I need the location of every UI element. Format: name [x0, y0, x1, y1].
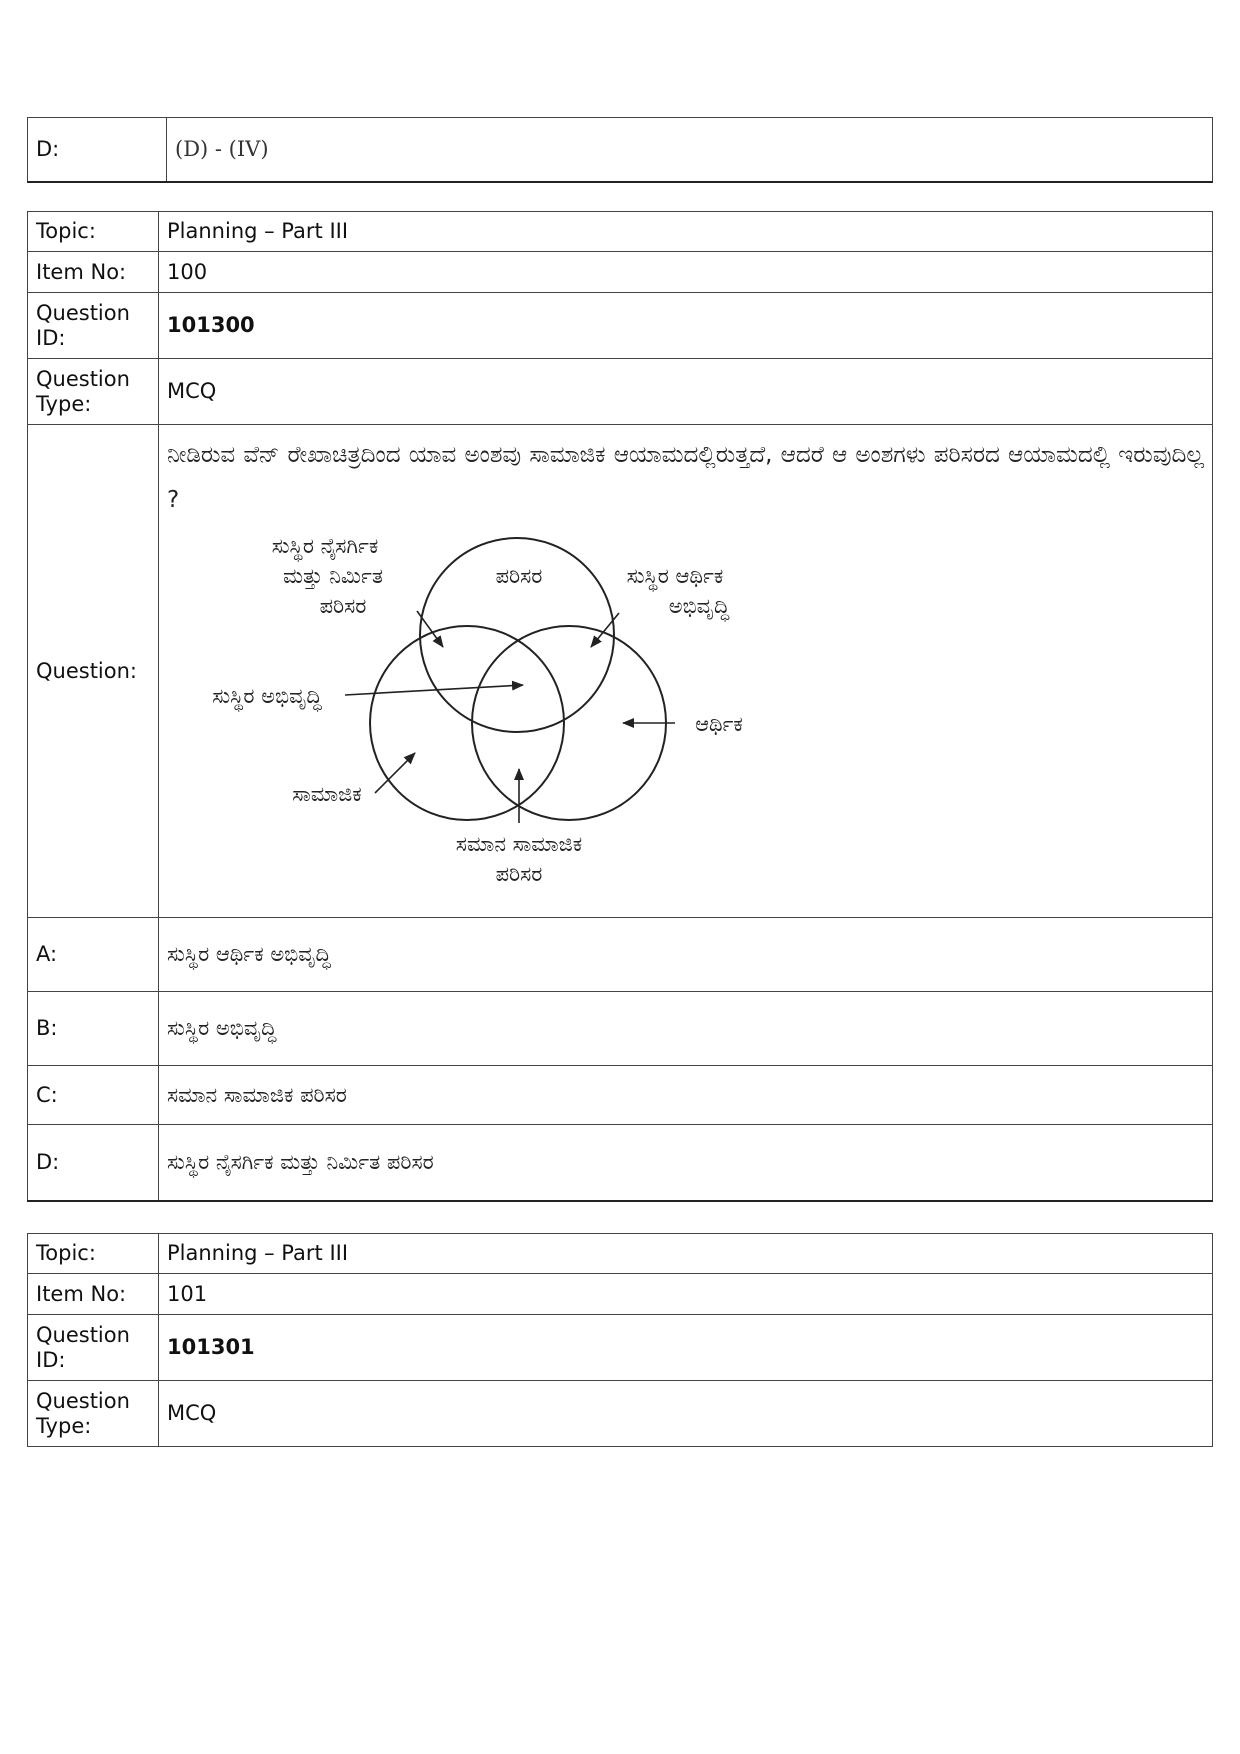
option-text: ಸಮಾನ ಸಾಮಾಜಿಕ ಪರಿಸರ — [159, 1066, 1213, 1125]
option-row-a — [28, 918, 1213, 992]
item-no-value: 101 — [159, 1274, 1213, 1315]
label-environment: ಪರಿಸರ — [495, 564, 543, 588]
question-type-value: MCQ — [159, 359, 1213, 425]
question-type-label: Question Type: — [28, 359, 159, 425]
question-id-row — [28, 293, 1213, 359]
topic-label: Topic: — [28, 1234, 159, 1274]
item-no-row — [28, 1274, 1213, 1315]
option-row-d — [28, 118, 1213, 182]
venn-diagram — [167, 523, 787, 913]
question-type-value: MCQ — [159, 1381, 1213, 1447]
question-id-label: Question ID: — [28, 1315, 159, 1381]
label-equitable-line1: ಸಮಾನ ಸಾಮಾಜಿಕ — [455, 832, 583, 856]
question-text: ನೀಡಿರುವ ವೆನ್ ರೇಖಾಚಿತ್ರದಿಂದ ಯಾವ ಅಂಶವು ಸಾಮಾಜಿಕ ಆಯಾಮದಲ್ಲಿರುತ್ತದೆ, ಆದರೆ ಆ ಅಂಶಗಳು ಪರಿಸರದ ಆಯಾಮದಲ್ಲಿ ಇರುವುದಿಲ್ಲ ? — [167, 442, 1204, 513]
label-sustainable-dev: ಸುಸ್ಥಿರ ಅಭಿವೃದ್ಧಿ — [212, 684, 322, 708]
item-no-label: Item No: — [28, 1274, 159, 1315]
option-text: ಸುಸ್ಥಿರ ನೈಸರ್ಗಿಕ ಮತ್ತು ನಿರ್ಮಿತ ಪರಿಸರ — [159, 1125, 1213, 1201]
question-type-label: Question Type: — [28, 1381, 159, 1447]
previous-question-option-table — [27, 117, 1213, 183]
question-table-item-101 — [27, 1233, 1213, 1447]
topic-value: Planning – Part III — [159, 1234, 1213, 1274]
question-id-value: 101300 — [159, 293, 1213, 359]
label-econ-dev-line1: ಸುಸ್ಥಿರ ಆರ್ಥಿಕ — [626, 564, 724, 588]
topic-label: Topic: — [28, 212, 159, 252]
question-id-row — [28, 1315, 1213, 1381]
question-type-row — [28, 359, 1213, 425]
option-text: (D) - (IV) — [167, 118, 1213, 182]
option-row-b — [28, 992, 1213, 1066]
social-circle — [370, 626, 564, 820]
label-natural-line1: ಸುಸ್ಥಿರ ನೈಸರ್ಗಿಕ — [271, 534, 379, 558]
question-row — [28, 425, 1213, 918]
item-no-label: Item No: — [28, 252, 159, 293]
option-label: B: — [28, 992, 159, 1066]
topic-row — [28, 212, 1213, 252]
label-natural-line3: ಪರಿಸರ — [319, 594, 367, 618]
option-text: ಸುಸ್ಥಿರ ಅಭಿವೃದ್ಧಿ — [159, 992, 1213, 1066]
option-label: C: — [28, 1066, 159, 1125]
label-econ-dev-line2: ಅಭಿವೃದ್ಧಿ — [668, 594, 730, 618]
topic-row — [28, 1234, 1213, 1274]
question-id-value: 101301 — [159, 1315, 1213, 1381]
label-social: ಸಾಮಾಜಿಕ — [292, 782, 362, 806]
question-id-label: Question ID: — [28, 293, 159, 359]
question-label: Question: — [28, 425, 159, 918]
option-label: D: — [28, 118, 167, 182]
label-economic: ಆರ್ಥಿಕ — [695, 712, 743, 736]
topic-value: Planning – Part III — [159, 212, 1213, 252]
question-table-item-100 — [27, 211, 1213, 1202]
option-text: ಸುಸ್ಥಿರ ಆರ್ಥಿಕ ಅಭಿವೃದ್ಧಿ — [159, 918, 1213, 992]
option-row-d — [28, 1125, 1213, 1201]
item-no-row — [28, 252, 1213, 293]
option-row-c — [28, 1066, 1213, 1125]
item-no-value: 100 — [159, 252, 1213, 293]
question-type-row — [28, 1381, 1213, 1447]
option-label: D: — [28, 1125, 159, 1201]
label-natural-line2: ಮತ್ತು ನಿರ್ಮಿತ — [283, 564, 383, 588]
label-equitable-line2: ಪರಿಸರ — [495, 862, 543, 886]
question-content — [159, 425, 1213, 918]
option-label: A: — [28, 918, 159, 992]
